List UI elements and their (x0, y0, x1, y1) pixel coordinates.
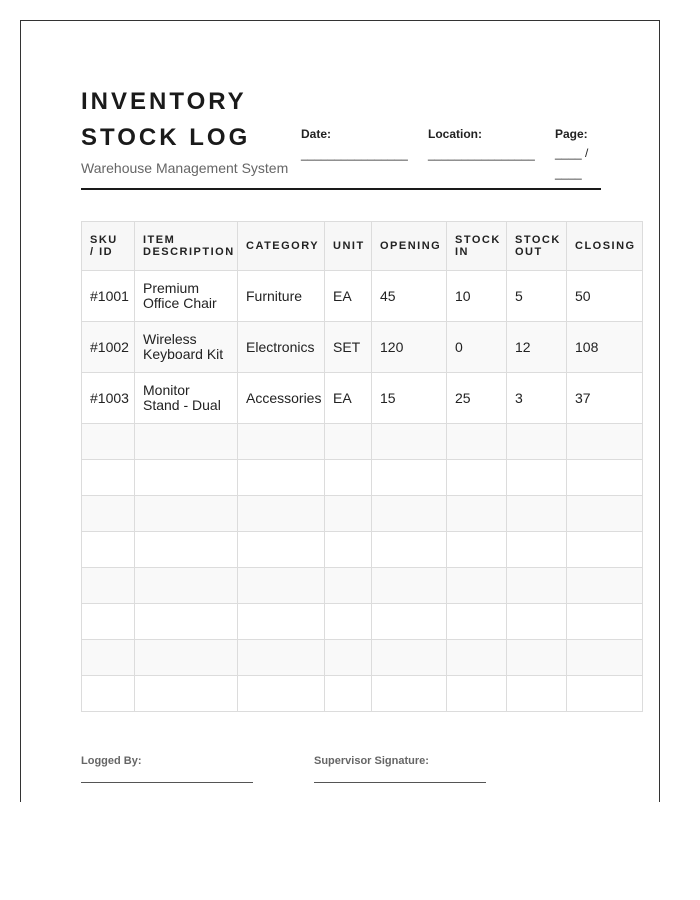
cell-sku[interactable]: #1003 (82, 373, 135, 424)
cell-opening[interactable]: 15 (372, 373, 447, 424)
empty-cell[interactable] (567, 676, 643, 712)
empty-cell[interactable] (507, 676, 567, 712)
empty-cell[interactable] (447, 604, 507, 640)
cell-closing[interactable]: 50 (567, 271, 643, 322)
empty-cell[interactable] (447, 424, 507, 460)
empty-cell[interactable] (82, 496, 135, 532)
date-label: Date: (301, 127, 332, 141)
empty-cell[interactable] (372, 640, 447, 676)
empty-cell[interactable] (82, 604, 135, 640)
empty-cell[interactable] (567, 424, 643, 460)
cell-description[interactable]: Premium Office Chair (135, 271, 238, 322)
empty-table-row (82, 604, 643, 640)
empty-cell[interactable] (507, 568, 567, 604)
empty-cell[interactable] (325, 676, 372, 712)
empty-cell[interactable] (82, 424, 135, 460)
cell-closing[interactable]: 37 (567, 373, 643, 424)
column-header-description: ITEM DESCRIPTION (135, 222, 238, 271)
column-header-unit: UNIT (325, 222, 372, 271)
empty-cell[interactable] (135, 496, 238, 532)
cell-stock-in[interactable]: 10 (447, 271, 507, 322)
inventory-table (81, 221, 643, 712)
logged-by-label: Logged By: (81, 755, 142, 767)
empty-cell[interactable] (447, 460, 507, 496)
column-header-stock-in: STOCK IN (447, 222, 507, 271)
date-field[interactable] (301, 127, 408, 163)
empty-cell[interactable] (135, 640, 238, 676)
empty-cell[interactable] (238, 640, 325, 676)
empty-table-row (82, 424, 643, 460)
cell-description[interactable]: Monitor Stand - Dual (135, 373, 238, 424)
empty-cell[interactable] (507, 532, 567, 568)
column-header-category: CATEGORY (238, 222, 325, 271)
empty-cell[interactable] (135, 676, 238, 712)
empty-cell[interactable] (82, 532, 135, 568)
empty-cell[interactable] (135, 424, 238, 460)
table-row (82, 322, 643, 373)
logged-by-signature-line[interactable] (81, 782, 253, 783)
header-divider (81, 188, 601, 190)
empty-cell[interactable] (567, 460, 643, 496)
empty-cell[interactable] (325, 568, 372, 604)
empty-cell[interactable] (325, 532, 372, 568)
empty-cell[interactable] (238, 568, 325, 604)
cell-category[interactable]: Electronics (238, 322, 325, 373)
cell-stock-out[interactable]: 5 (507, 271, 567, 322)
cell-stock-in[interactable]: 0 (447, 322, 507, 373)
cell-category[interactable]: Furniture (238, 271, 325, 322)
page-label: Page: (555, 127, 588, 141)
page-title (81, 84, 250, 156)
location-blank-line[interactable]: ________________ (428, 147, 535, 161)
empty-table-row (82, 460, 643, 496)
empty-cell[interactable] (567, 496, 643, 532)
location-field[interactable] (428, 127, 535, 163)
subtitle: Warehouse Management System (81, 160, 289, 176)
empty-cell[interactable] (238, 676, 325, 712)
cell-stock-out[interactable]: 3 (507, 373, 567, 424)
empty-cell[interactable] (447, 676, 507, 712)
cell-stock-out[interactable]: 12 (507, 322, 567, 373)
empty-cell[interactable] (507, 496, 567, 532)
date-blank-line[interactable]: ________________ (301, 147, 408, 161)
empty-cell[interactable] (567, 568, 643, 604)
empty-cell[interactable] (507, 640, 567, 676)
cell-description[interactable]: Wireless Keyboard Kit (135, 322, 238, 373)
cell-stock-in[interactable]: 25 (447, 373, 507, 424)
cell-sku[interactable]: #1002 (82, 322, 135, 373)
empty-cell[interactable] (135, 532, 238, 568)
empty-cell[interactable] (372, 532, 447, 568)
empty-cell[interactable] (135, 568, 238, 604)
column-header-opening: OPENING (372, 222, 447, 271)
cell-closing[interactable]: 108 (567, 322, 643, 373)
empty-cell[interactable] (325, 640, 372, 676)
empty-cell[interactable] (135, 460, 238, 496)
empty-cell[interactable] (238, 424, 325, 460)
empty-cell[interactable] (372, 424, 447, 460)
empty-cell[interactable] (447, 640, 507, 676)
empty-cell[interactable] (238, 532, 325, 568)
cell-unit[interactable]: EA (325, 271, 372, 322)
column-header-closing: CLOSING (567, 222, 643, 271)
empty-cell[interactable] (447, 568, 507, 604)
empty-cell[interactable] (82, 460, 135, 496)
empty-cell[interactable] (507, 460, 567, 496)
empty-cell[interactable] (82, 568, 135, 604)
empty-cell[interactable] (447, 532, 507, 568)
empty-cell[interactable] (567, 640, 643, 676)
page-blank-line[interactable]: ____ / ____ (555, 146, 589, 180)
empty-cell[interactable] (238, 460, 325, 496)
empty-cell[interactable] (372, 676, 447, 712)
empty-cell[interactable] (82, 640, 135, 676)
column-header-stock-out: STOCK OUT (507, 222, 567, 271)
cell-unit[interactable]: SET (325, 322, 372, 373)
empty-table-row (82, 532, 643, 568)
table-row (82, 271, 643, 322)
empty-cell[interactable] (82, 676, 135, 712)
empty-cell[interactable] (567, 604, 643, 640)
empty-cell[interactable] (372, 460, 447, 496)
supervisor-signature-line[interactable] (314, 782, 486, 783)
empty-cell[interactable] (567, 532, 643, 568)
empty-cell[interactable] (325, 424, 372, 460)
empty-cell[interactable] (507, 424, 567, 460)
empty-table-row (82, 676, 643, 712)
empty-cell[interactable] (238, 496, 325, 532)
empty-cell[interactable] (325, 460, 372, 496)
logged-by-field[interactable] (81, 755, 253, 783)
page-field[interactable] (555, 127, 595, 183)
empty-cell[interactable] (507, 604, 567, 640)
empty-cell[interactable] (372, 568, 447, 604)
supervisor-signature-label: Supervisor Signature: (314, 755, 429, 767)
column-header-sku: SKU / ID (82, 222, 135, 271)
empty-cell[interactable] (325, 604, 372, 640)
cell-sku[interactable]: #1001 (82, 271, 135, 322)
table-row (82, 373, 643, 424)
empty-table-row (82, 568, 643, 604)
empty-cell[interactable] (135, 604, 238, 640)
cell-opening[interactable]: 120 (372, 322, 447, 373)
empty-table-row (82, 640, 643, 676)
empty-cell[interactable] (447, 496, 507, 532)
title-line-1: INVENTORY (81, 88, 247, 115)
empty-cell[interactable] (372, 604, 447, 640)
empty-table-row (82, 496, 643, 532)
empty-cell[interactable] (372, 496, 447, 532)
location-label: Location: (428, 127, 482, 141)
cell-opening[interactable]: 45 (372, 271, 447, 322)
empty-cell[interactable] (325, 496, 372, 532)
cell-unit[interactable]: EA (325, 373, 372, 424)
cell-category[interactable]: Accessories (238, 373, 325, 424)
supervisor-signature-field[interactable] (314, 755, 486, 783)
table-header-row (82, 222, 643, 271)
empty-cell[interactable] (238, 604, 325, 640)
title-line-2: STOCK LOG (81, 124, 251, 151)
